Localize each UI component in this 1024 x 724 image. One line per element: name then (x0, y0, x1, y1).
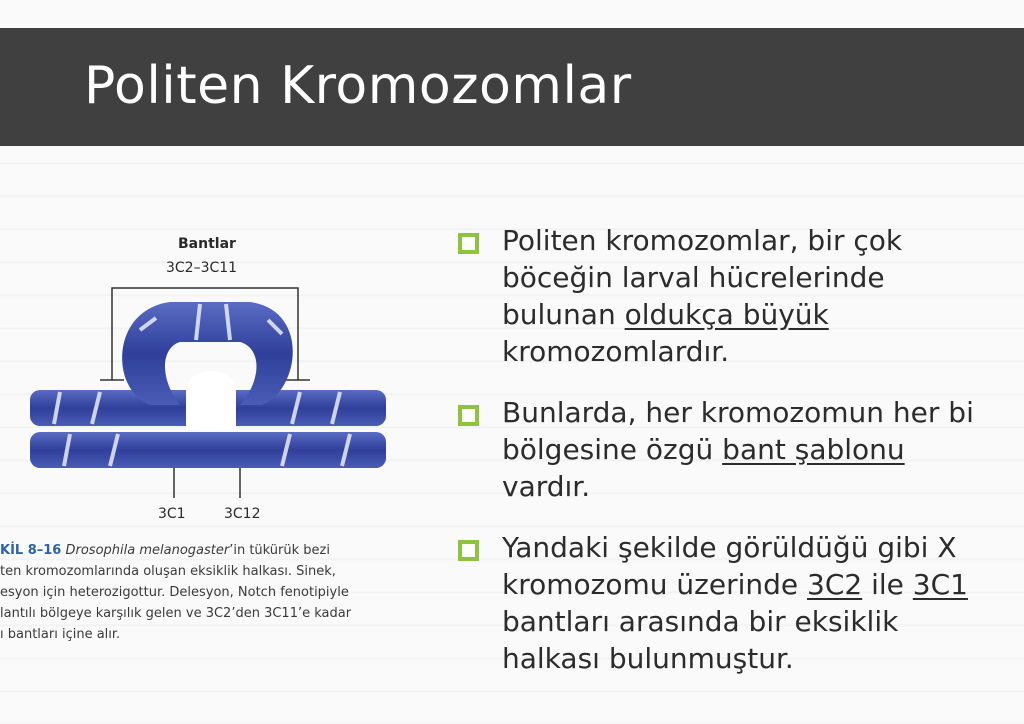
underlined-term: 3C2 (807, 568, 863, 601)
bullet-text (502, 529, 1024, 677)
underlined-term: oldukça büyük (624, 298, 829, 331)
bands-range-label: 3C2–3C11 (166, 260, 238, 276)
bullet-marker-icon (458, 540, 479, 561)
bullet-text (502, 222, 1024, 370)
bullet-line: Bunlarda, her kromozomun her bi (502, 396, 974, 429)
chromosome-strand-bottom (30, 432, 386, 468)
bullet-line: bölgesine özgü bant şablonu (502, 433, 905, 466)
caption-line-2: ten kromozomlarında oluşan eksiklik halkası. Sinek, (0, 564, 336, 579)
bullet-item (458, 394, 1024, 505)
caption-figure-number: KİL 8–16 (0, 543, 62, 558)
band-3c1-label: 3C1 (158, 506, 186, 522)
bullet-text (502, 394, 1024, 505)
bullet-list (458, 222, 1024, 701)
figure-caption (0, 540, 440, 645)
bullet-line: bulunan oldukça büyük (502, 298, 829, 331)
bullet-line: böceğin larval hücrelerinde (502, 261, 885, 294)
bullet-line: kromozomlardır. (502, 335, 730, 368)
band-3c12-label: 3C12 (224, 506, 261, 522)
bullet-line: bantları arasında bir eksiklik (502, 605, 899, 638)
caption-line-4: lantılı bölgeye karşılık gelen ve 3C2’den 3C11’e kadar (0, 606, 352, 621)
underlined-term: bant şablonu (722, 433, 905, 466)
slide-title: Politen Kromozomlar (84, 56, 632, 116)
bullet-marker-icon (458, 405, 479, 426)
bullet-line: halkası bulunmuştur. (502, 642, 794, 675)
bands-label: Bantlar (178, 236, 236, 252)
bullet-item (458, 222, 1024, 370)
bullet-line: Yandaki şekilde görüldüğü gibi X (502, 531, 957, 564)
bullet-line: vardır. (502, 470, 591, 503)
caption-line-1: ’in tükürük bezi (229, 543, 330, 558)
bullet-line: kromozomu üzerinde 3C2 ile 3C1 (502, 568, 968, 601)
caption-line-3: esyon için heterozigottur. Delesyon, Notch fenotipiyle (0, 585, 349, 600)
underlined-term: 3C1 (912, 568, 968, 601)
bullet-item (458, 529, 1024, 677)
bullet-line: Politen kromozomlar, bir çok (502, 224, 903, 257)
bullet-marker-icon (458, 233, 479, 254)
caption-species: Drosophila melanogaster (65, 543, 230, 558)
caption-line-5: ı bantları içine alır. (0, 627, 121, 642)
